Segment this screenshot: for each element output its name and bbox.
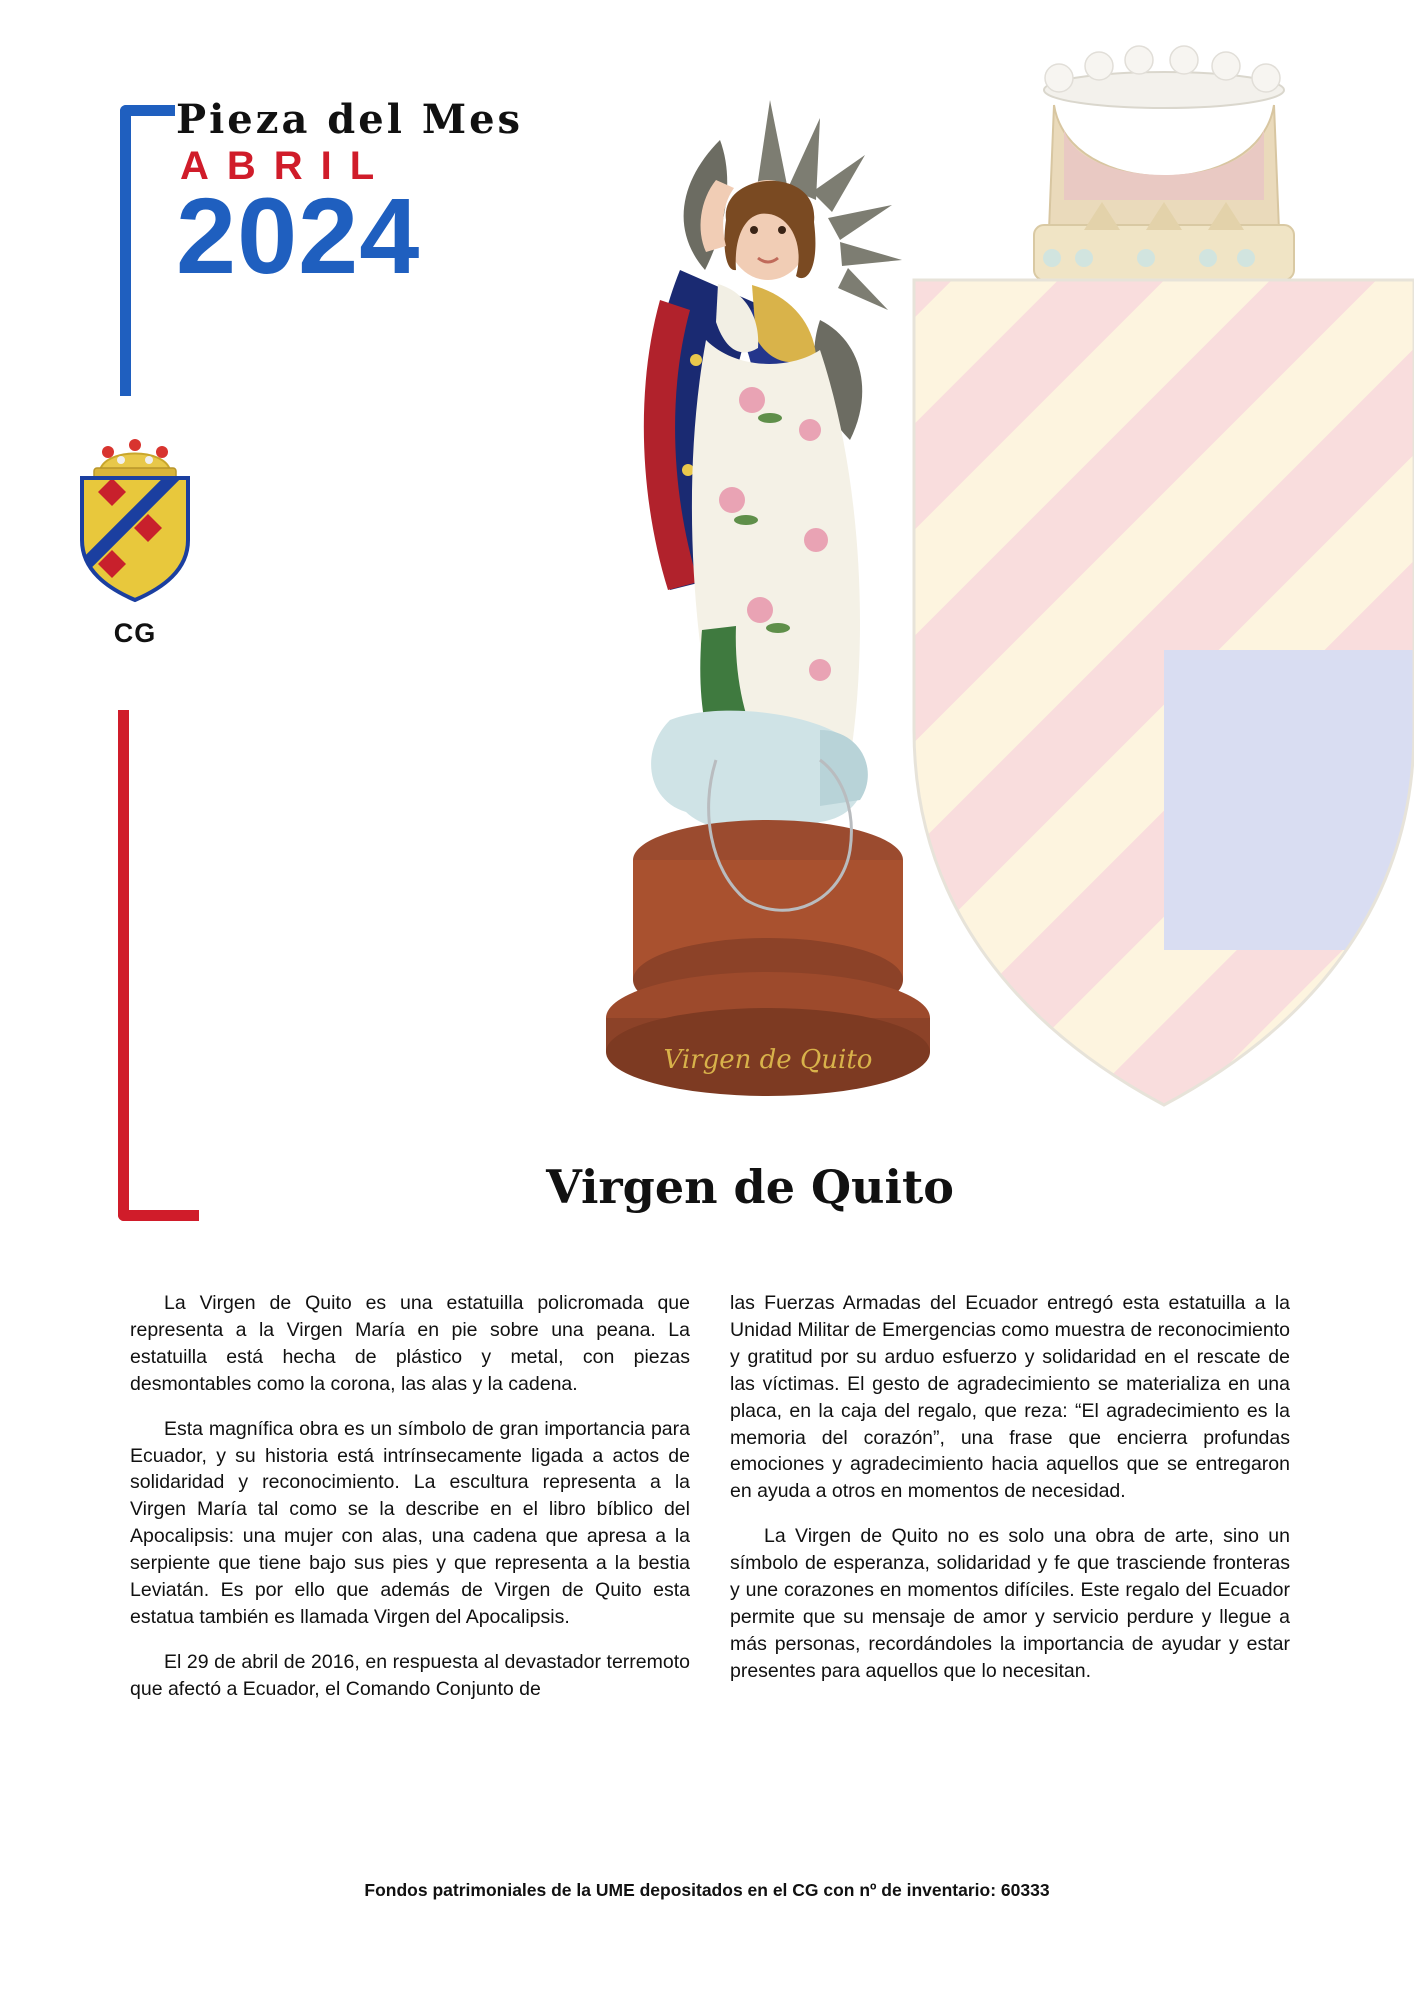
piece-photo (520, 70, 970, 1160)
month-label: ABRIL (180, 144, 393, 188)
piece-caption: Virgen de Quito (546, 1160, 954, 1214)
cg-emblem (60, 430, 210, 660)
small-crown-icon (94, 439, 176, 480)
left-column (130, 1290, 690, 1721)
paragraph: las Fuerzas Armadas del Ecuador entregó esta estatuilla a la Unidad Militar de Emergencias como muestra de reconocimiento y gratitud por su arduo esfuerzo y solidaridad en el rescate de las víctimas. El gesto de agradecimiento se materializa en una placa, en la caja del regalo, que reza: “El agradecimiento es la memoria del corazón”, una frase que encierra profundas emociones y agradecimiento hacia aquellos que se entregaron en ayuda a otros en momentos de necesidad. (730, 1292, 1290, 1503)
svg-text:Virgen de Quito: Virgen de Quito (663, 1045, 873, 1075)
crown-icon (1034, 46, 1294, 280)
emblem-label: CG (113, 618, 157, 648)
blue-bracket-decoration (120, 105, 175, 396)
paragraph: La Virgen de Quito es una estatuilla policromada que representa a la Virgen María en pie sobre una peana. La estatuilla está hecha de plástico y metal, con piezas desmontables como la corona, las alas y la cadena. (130, 1292, 690, 1395)
virgin-head (724, 180, 815, 280)
year-label: 2024 (176, 175, 421, 296)
red-bracket-decoration (118, 710, 199, 1221)
wooden-pedestal (606, 820, 930, 1096)
right-column (730, 1290, 1290, 1721)
article-body (130, 1290, 1290, 1721)
footer-note: Fondos patrimoniales de la UME depositados en el CG con nº de inventario: 60333 (364, 1880, 1050, 1900)
paragraph: La Virgen de Quito no es solo una obra de arte, sino un símbolo de esperanza, solidaridad y fe que trasciende fronteras y une corazones en momentos difíciles. Este regalo del Ecuador permite que su mensaje de amor y servicio perdure y llegue a más personas, recordándoles la importancia de ayudar y estar presentes para aquellos que lo necesitan. (730, 1525, 1290, 1682)
paragraph: Esta magnífica obra es un símbolo de gran importancia para Ecuador, y su historia está intrínsecamente ligada a actos de solidaridad y reconocimiento. La escultura representa a la Virgen María tal como se la describe en el libro bíblico del Apocalipsis: una mujer con alas, una cadena que apresa a la serpiente que tiene bajo sus pies y que representa a la bestia Leviatán. Es por ello que además de Virgen de Quito esta estatua también es llamada Virgen del Apocalipsis. (130, 1417, 690, 1628)
page-title: Pieza del Mes (176, 96, 524, 143)
paragraph: El 29 de abril de 2016, en respuesta al devastador terremoto que afectó a Ecuador, el Comando Conjunto de (130, 1650, 690, 1700)
